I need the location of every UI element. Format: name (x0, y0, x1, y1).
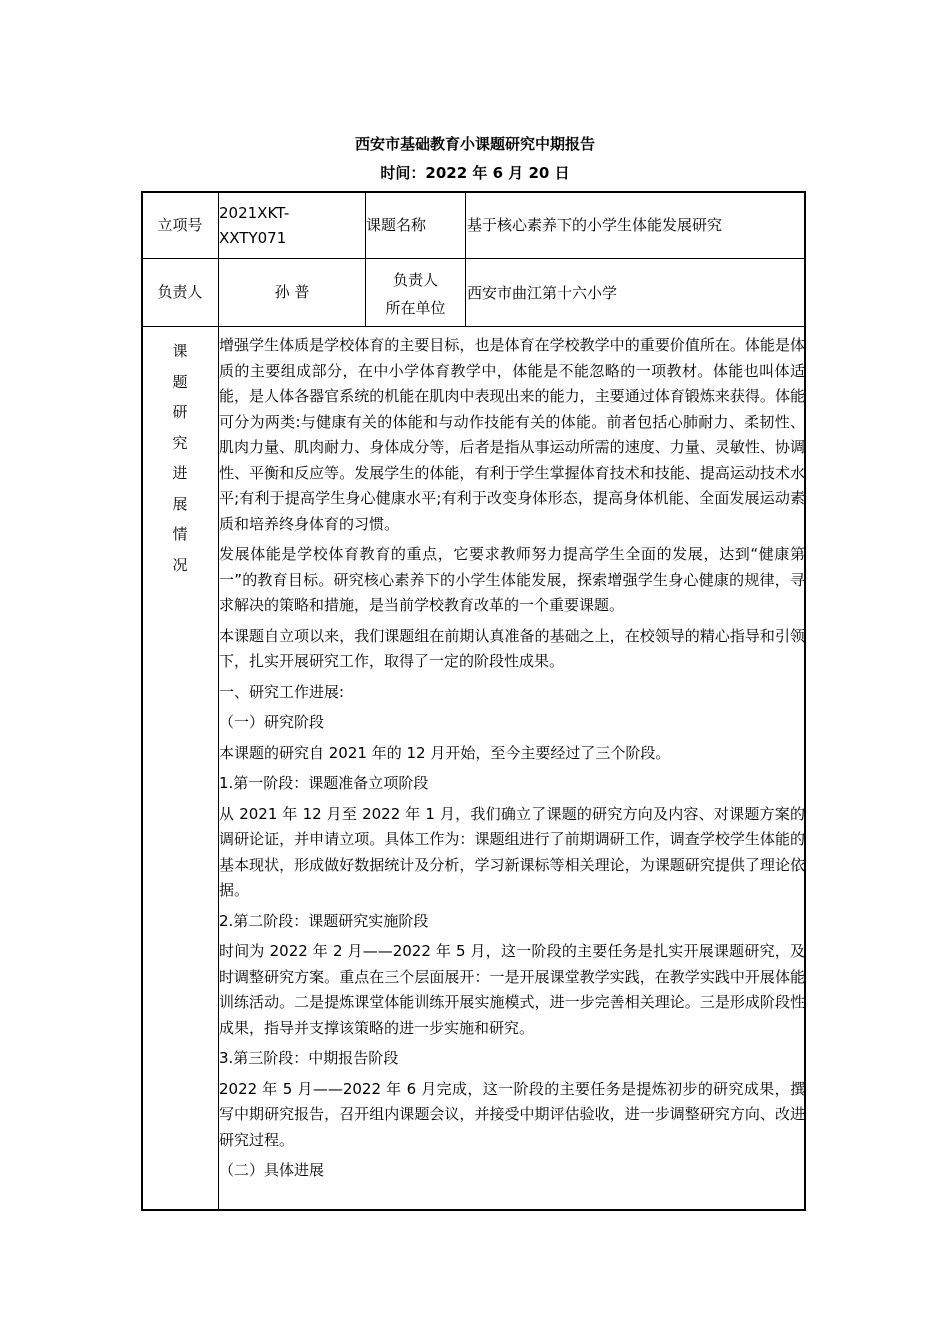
project-no-label: 立项号 (157, 216, 203, 234)
paragraph: 从 2021 年 12 月至 2022 年 1 月，我们确立了课题的研究方向及内容、对课题方案的调研论证，并申请立项。具体工作为：课题组进行了前期调研工作，调查学校学生体能的基本现状，形成做好数据统计及分析，学习新课标等相关理论，为课题研究提供了理论依据。 (219, 804, 805, 899)
report-date: 时间：2022 年 6 月 20 日 (380, 164, 570, 182)
project-no-line: XXTY071 (219, 229, 287, 247)
side-label-char: 展 (172, 494, 188, 513)
side-label-char: 情 (172, 525, 188, 543)
side-label-char: 进 (172, 464, 188, 482)
topic-value: 基于核心素养下的小学生体能发展研究 (467, 216, 723, 234)
progress-side-label (141, 336, 219, 580)
heading: 1.第一阶段：课题准备立项阶段 (219, 774, 429, 792)
side-label-char: 况 (172, 555, 188, 574)
unit-value: 西安市曲江第十六小学 (467, 284, 618, 302)
unit-label-line: 所在单位 (385, 299, 446, 317)
unit-label-line: 负责人 (392, 271, 438, 289)
side-label-char: 题 (172, 372, 188, 391)
heading: 2.第二阶段：课题研究实施阶段 (219, 911, 429, 930)
paragraph: 2022 年 5 月——2022 年 6 月完成，这一阶段的主要任务是提炼初步的研究成果，撰写中期研究报告，召开组内课题会议，并接受中期评估验收，进一步调整研究方向、改进研究过程。 (219, 1079, 805, 1149)
unit-label (366, 266, 465, 322)
side-label-char: 课 (172, 342, 188, 360)
paragraph: 发展体能是学校体育教育的重点，它要求教师努力提高学生全面的发展，达到“健康第一”的教育目标。研究核心素养下的小学生体能发展，探索增强学生身心健康的规律，寻求解决的策略和措施，是当前学校教育改革的一个重要课题。 (219, 545, 805, 614)
leader-value: 孙 普 (274, 283, 310, 301)
heading: 3.第三阶段：中期报告阶段 (219, 1049, 399, 1067)
heading: （一）研究阶段 (219, 713, 325, 731)
leader-label: 负责人 (157, 283, 203, 301)
side-label-char: 究 (172, 433, 188, 452)
side-label-char: 研 (172, 403, 188, 421)
paragraph: 本课题自立项以来，我们课题组在前期认真准备的基础之上，在校领导的精心指导和引领下，扎实开展研究工作，取得了一定的阶段性成果。 (219, 626, 805, 670)
row-divider (141, 326, 806, 327)
heading: 一、研究工作进展: (219, 682, 345, 701)
col-divider (465, 191, 466, 327)
project-no-line: 2021XKT- (219, 204, 290, 222)
paragraph: 本课题的研究自 2021 年的 12 月开始，至今主要经过了三个阶段。 (219, 743, 671, 762)
topic-label: 课题名称 (366, 216, 427, 234)
paragraph: 时间为 2022 年 2 月——2022 年 5 月，这一阶段的主要任务是扎实开展课题研究，及时调整研究方案。重点在三个层面展开：一是开展课堂教学实践，在教学实践中开展体能训练活动。二是提炼课堂体能训练开展实施模式，进一步完善相关理论。三是形成阶段性成果，指导并支撑该策略的进一步实施和研究。 (219, 942, 805, 1037)
paragraph: 增强学生体质是学校体育的主要目标，也是体育在学校教学中的重要价值所在。体能是体质的主要组成部分，在中小学体育教学中，体能是不能忽略的一项教材。体能也叫体适能，是人体各器官系统的机能在肌肉中表现出来的能力，主要通过体育锻炼来获得。体能可分为两类:与健康有关的体能和与动作技能有关的体能。前者包括心肺耐力、柔韧性、肌肉力量、肌肉耐力、身体成分等，后者是指从事运动所需的速度、力量、灵敏性、协调性、平衡和反应等。发展学生的体能，有利于学生掌握体育技术和技能、提高运动技术水平;有利于提高学生身心健康水平;有利于改变身体形态，提高身体机能、全面发展运动素质和培养终身体育的习惯。 (219, 336, 805, 533)
progress-content (219, 333, 805, 1189)
project-no-value (219, 201, 365, 251)
report-title: 西安市基础教育小课题研究中期报告 (354, 135, 595, 153)
heading: （二）具体进展 (219, 1161, 325, 1179)
